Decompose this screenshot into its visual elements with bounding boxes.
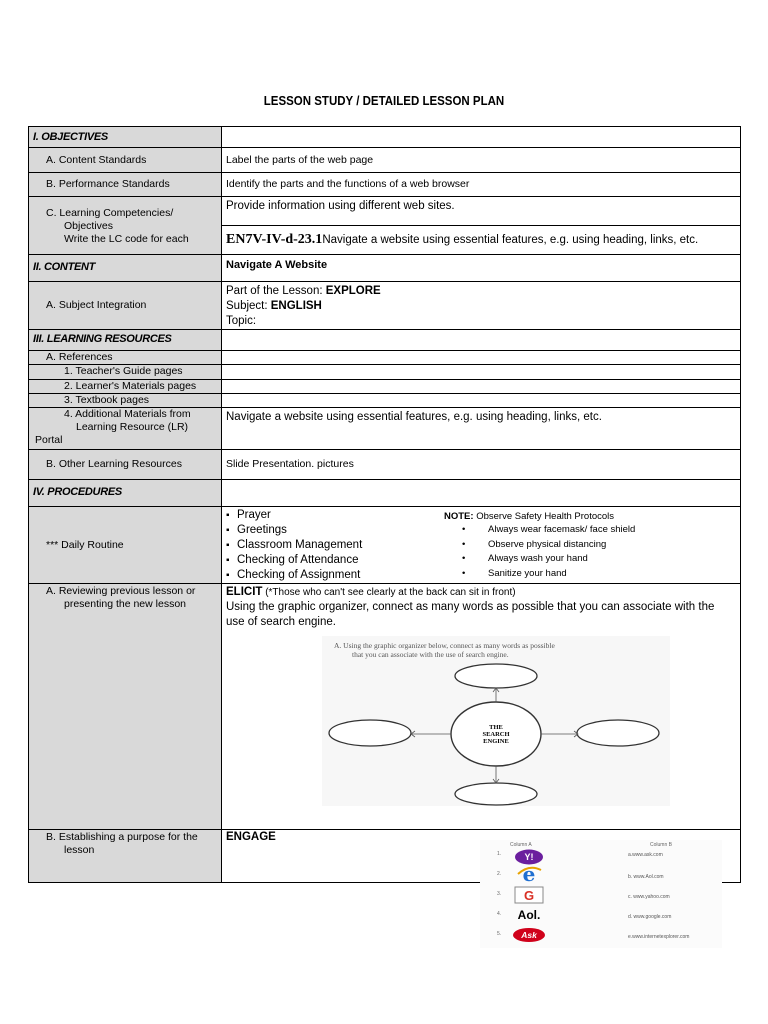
table-row [29, 330, 741, 351]
protocol-item: • Always wash your hand [462, 552, 635, 567]
table-row [29, 584, 741, 830]
table-row [29, 148, 741, 173]
lesson-plan-table [28, 126, 741, 883]
lc-code-cell [222, 226, 741, 255]
routine-item: ▪ Checking of Attendance [226, 553, 444, 568]
elicit-text: Using the graphic organizer, connect as many words as possible that you can associate with the use of search engine. [226, 601, 715, 628]
daily-routine-cell [222, 507, 741, 584]
daily-routine-label: *** Daily Routine [29, 507, 222, 584]
organizer-center-text-3: ENGINE [483, 738, 509, 745]
column-a-label: Column A [510, 842, 532, 848]
additional-materials-label: 4. Additional Materials from Learning Resource (LR) Portal [29, 408, 222, 450]
engage-label: ENGAGE [226, 831, 276, 843]
organizer-left-oval [329, 720, 411, 746]
purpose-label: B. Establishing a purpose for the lesson [29, 830, 222, 883]
aol-logo-icon: Aol. [517, 908, 541, 922]
other-resources-value: Slide Presentation. pictures [222, 450, 741, 480]
table-row [29, 394, 741, 408]
column-b-label: Column B [650, 842, 672, 848]
table-row [29, 380, 741, 394]
organizer-instruction-1: A. Using the graphic organizer below, connect as many words as possible [334, 641, 555, 650]
search-engine-matching-image: Column A Column B 1. Y! a.www.ask.com 2. e b. www.Aol.com 3. G c. www.yahoo.com 4. Aol. d. www.google.com 5. Ask e.www.internetexplorer.com [480, 840, 722, 948]
svg-text:e: e [522, 864, 536, 884]
svg-text:G: G [523, 888, 535, 903]
references-label: A. References [29, 351, 222, 365]
organizer-bottom-oval [455, 783, 537, 805]
page-title: LESSON STUDY / DETAILED LESSON PLAN [263, 94, 505, 108]
protocol-item: • Always wear facemask/ face shield [462, 523, 635, 538]
internet-explorer-logo-icon [512, 865, 546, 883]
content-standards-value: Label the parts of the web page [222, 148, 741, 173]
table-row [29, 408, 741, 450]
routine-item: ▪ Greetings [226, 523, 444, 538]
graphic-organizer [322, 636, 670, 806]
objectives-heading: I. OBJECTIVES [29, 127, 222, 148]
routine-item: ▪ Classroom Management [226, 538, 444, 553]
organizer-center-text-2: SEARCH [482, 731, 510, 738]
additional-materials-value: Navigate a website using essential features, e.g. using heading, links, etc. [222, 408, 741, 450]
note-text: Observe Safety Health Protocols [473, 511, 615, 522]
lc-text: Navigate a website using essential features, e.g. using heading, links, etc. [322, 234, 699, 246]
table-row [29, 351, 741, 365]
google-logo-icon [512, 886, 546, 904]
table-row [29, 197, 741, 226]
svg-text:Y!: Y! [524, 852, 534, 862]
organizer-instruction-2: that you can associate with the use of search engine. [352, 650, 509, 659]
subject-integration-value: Part of the Lesson: EXPLORE Subject: ENGLISH Topic: [222, 282, 741, 330]
competencies-value: Provide information using different web sites. [222, 197, 741, 226]
other-resources-label: B. Other Learning Resources [29, 450, 222, 480]
table-row [29, 127, 741, 148]
routine-item: ▪ Prayer [226, 508, 444, 523]
learners-materials-label: 2. Learner's Materials pages [29, 380, 222, 394]
routine-list [226, 508, 444, 583]
textbook-label: 3. Textbook pages [29, 394, 222, 408]
safety-note [444, 508, 635, 583]
teachers-guide-label: 1. Teacher's Guide pages [29, 365, 222, 380]
content-heading: II. CONTENT [29, 255, 222, 282]
procedures-heading: IV. PROCEDURES [29, 480, 222, 507]
organizer-center-text-1: THE [489, 724, 503, 731]
competencies-label: C. Learning Competencies/ Objectives Write the LC code for each [29, 197, 222, 255]
lc-code: EN7V-IV-d-23.1 [226, 232, 323, 247]
table-row [29, 255, 741, 282]
elicit-note: (*Those who can't see clearly at the back can sit in front) [262, 587, 516, 598]
resources-heading: III. LEARNING RESOURCES [29, 330, 222, 351]
table-row [29, 282, 741, 330]
protocol-item: • Sanitize your hand [462, 567, 635, 582]
reviewing-label: A. Reviewing previous lesson or presenting the new lesson [29, 584, 222, 830]
organizer-top-oval [455, 664, 537, 688]
protocol-item: • Observe physical distancing [462, 538, 635, 553]
organizer-right-oval [577, 720, 659, 746]
svg-text:Ask: Ask [521, 930, 537, 940]
organizer-diagram [322, 636, 670, 806]
table-row [29, 173, 741, 197]
table-row [29, 365, 741, 380]
note-label: NOTE: [444, 511, 474, 522]
elicit-label: ELICIT [226, 586, 263, 598]
performance-standards-value: Identify the parts and the functions of a web browser [222, 173, 741, 197]
table-row [29, 480, 741, 507]
table-row [29, 450, 741, 480]
content-value: Navigate A Website [222, 255, 741, 282]
content-standards-label: A. Content Standards [29, 148, 222, 173]
routine-item: ▪ Checking of Assignment [226, 568, 444, 583]
performance-standards-label: B. Performance Standards [29, 173, 222, 197]
protocol-list [462, 523, 635, 581]
ask-logo-icon [512, 926, 546, 944]
subject-integration-label: A. Subject Integration [29, 282, 222, 330]
elicit-cell [222, 584, 741, 830]
table-row [29, 507, 741, 584]
